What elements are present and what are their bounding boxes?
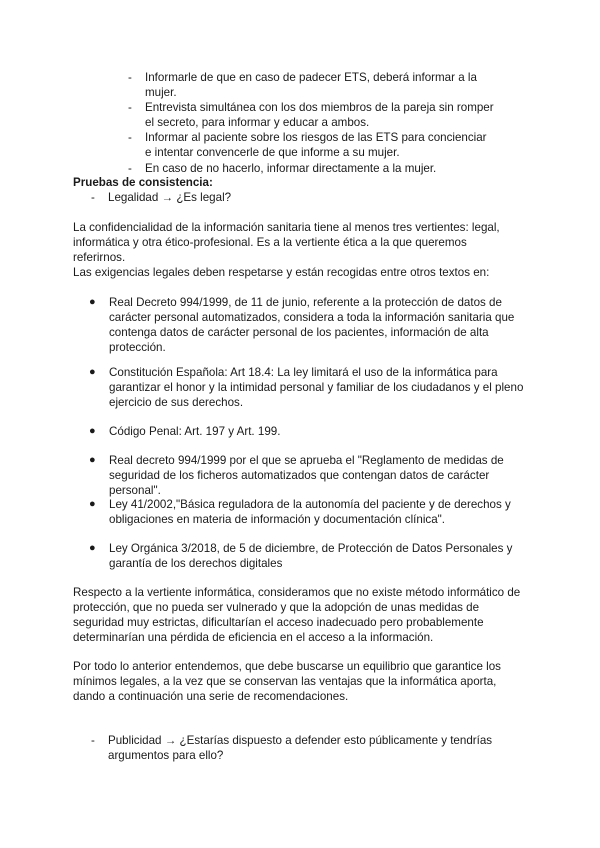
list-item — [0, 70, 495, 100]
dash-marker: - — [128, 101, 132, 115]
list-item-text: En caso de no hacerlo, informar directamente a la mujer. — [145, 161, 437, 175]
bullet-marker: ● — [89, 454, 96, 466]
list-item-text: Entrevista simultánea con los dos miembros de la pareja sin romper el secreto, para informar y educar a ambos. — [145, 101, 494, 130]
paragraph-informatics: Respecto a la vertiente informática, consideramos que no existe método informático de protección, que no pueda ser vulnerado y que la adopción de unas medidas de seguridad muy estrictas, dificultarían el acceso inadecuado pero probablemente determinarían una pérdida de eficiencia en el acceso a la información. — [73, 586, 521, 645]
publicity-line: Publicidad → ¿Estarías dispuesto a defender esto públicamente y tendrías argumentos para ello? — [108, 734, 493, 763]
consistency-heading: Pruebas de consistencia: — [73, 176, 213, 189]
list-item-text: Ley 41/2002,"Básica reguladora de la autonomía del paciente y de derechos y obligaciones en materia de información y documentación clínica". — [109, 498, 511, 527]
paragraph-confidentiality: La confidencialidad de la información sanitaria tiene al menos tres vertientes: legal, informática y otra ético-profesional. Es a la vertiente ética a la que queremos referirnos. — [73, 221, 500, 265]
list-item-text: Constitución Española: Art 18.4: La ley limitará el uso de la informática para garantizar el honor y la intimidad personal y familiar de los ciudadanos y el pleno ejercicio de sus derechos. — [109, 366, 524, 410]
list-item-text: Informar al paciente sobre los riesgos de las ETS para concienciar e intentar convencerle de que informe a su mujer. — [145, 131, 487, 160]
dash-marker: - — [128, 131, 132, 145]
legality-line: Legalidad → ¿Es legal? — [108, 191, 232, 204]
list-item — [0, 130, 495, 160]
bullet-marker: ● — [89, 542, 96, 554]
list-item — [0, 100, 495, 130]
list-item-text: Ley Orgánica 3/2018, de 5 de diciembre, de Protección de Datos Personales y garantía de los derechos digitales — [109, 542, 513, 571]
bullet-marker: ● — [89, 366, 96, 378]
bullet-marker: ● — [89, 425, 96, 437]
list-item-text: Real Decreto 994/1999, de 11 de junio, referente a la protección de datos de carácter personal automatizados, considera a toda la información sanitaria que contenga datos de carácter personal de los pacientes, información de alta protección. — [109, 296, 515, 355]
publicity-dash: - — [91, 734, 95, 747]
list-item-text: Real decreto 994/1999 por el que se aprueba el "Reglamento de medidas de seguridad de los ficheros automatizados que contengan datos de carácter personal". — [109, 454, 504, 498]
legality-dash: - — [91, 191, 95, 204]
dash-marker: - — [128, 161, 132, 175]
list-item — [0, 161, 495, 176]
bullet-marker: ● — [89, 296, 96, 308]
paragraph-legal-requirements: Las exigencias legales deben respetarse y están recogidas entre otros textos en: — [73, 266, 490, 279]
list-item-text: Código Penal: Art. 197 y Art. 199. — [109, 425, 281, 438]
bullet-marker: ● — [89, 498, 96, 510]
list-item-text: Informarle de que en caso de padecer ETS, deberá informar a la mujer. — [145, 71, 477, 100]
dash-marker: - — [128, 71, 132, 84]
top-dash-list — [0, 70, 495, 176]
paragraph-conclusion: Por todo lo anterior entendemos, que debe buscarse un equilibrio que garantice los mínimos legales, a la vez que se conservan las ventajas que la informática aporta, dando a continuación una serie de recomendaciones. — [73, 660, 501, 704]
